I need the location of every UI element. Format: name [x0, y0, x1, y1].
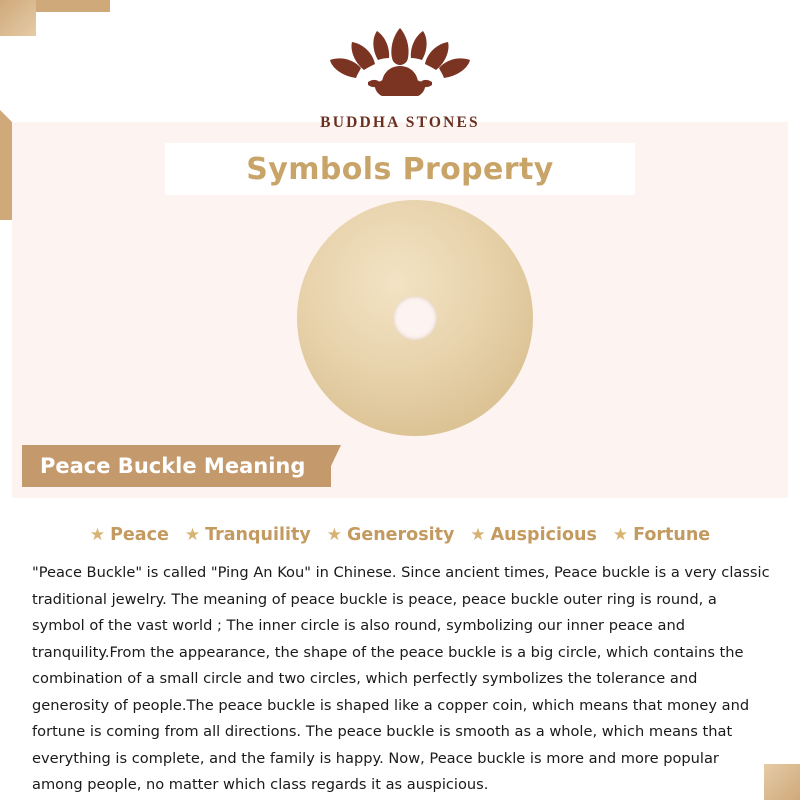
keyword-label: Tranquility — [205, 525, 311, 545]
keyword-label: Auspicious — [490, 525, 597, 545]
keyword-label: Fortune — [633, 525, 711, 545]
section-ribbon-tail — [321, 445, 341, 487]
page-title-banner — [165, 143, 635, 195]
keyword-item — [470, 525, 596, 545]
section-ribbon-label: Peace Buckle Meaning — [40, 454, 306, 478]
keyword-item — [327, 525, 455, 545]
page-title: Symbols Property — [246, 151, 554, 187]
keyword-item — [613, 525, 710, 545]
keyword-item — [185, 525, 311, 545]
star-icon: ★ — [184, 524, 201, 545]
lotus-meditation-icon — [320, 18, 480, 110]
description-paragraph: "Peace Buckle" is called "Ping An Kou" in Chinese. Since ancient times, Peace buckle is a very classic traditional jewelry. The meaning of peace buckle is peace, peace buckle outer ring is round, a symbol of the vast world ; The inner circle is also round, symbolizing our inner peace and tranquility.From the appearance, the shape of the peace buckle is a big circle, which contains the combination of a small circle and two circles, which perfectly symbolizes the tolerance and generosity of people.The peace buckle is shaped like a copper coin, which means that money and fortune is coming from all directions. The peace buckle is smooth as a whole, which means that everything is complete, and the family is happy. Now, Peace buckle is more and more popular among people, no matter which class regards it as auspicious. — [32, 564, 770, 794]
keyword-list — [0, 525, 800, 545]
star-icon: ★ — [326, 524, 342, 545]
star-icon: ★ — [470, 524, 486, 545]
product-image-area — [0, 205, 800, 445]
section-ribbon — [22, 445, 331, 487]
disc-center-hole — [393, 296, 437, 340]
keyword-label: Generosity — [346, 525, 455, 545]
keyword-label: Peace — [110, 525, 169, 545]
keyword-item — [90, 525, 169, 545]
brand-logo — [0, 18, 800, 132]
star-icon: ★ — [89, 524, 106, 545]
peace-buckle-disc-image — [297, 200, 533, 436]
star-icon: ★ — [612, 524, 629, 545]
brand-name: BUDDHA STONES — [320, 114, 480, 131]
